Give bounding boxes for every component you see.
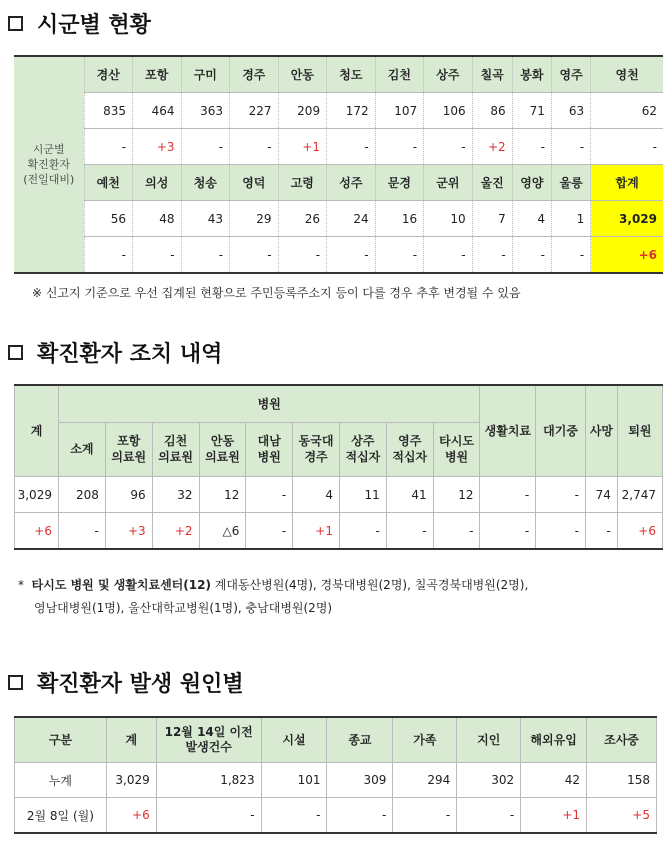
cell-change: - bbox=[339, 513, 386, 550]
table-row bbox=[15, 513, 663, 550]
city-total: 209 bbox=[278, 93, 327, 129]
table-row bbox=[15, 763, 657, 798]
cell-value: 32 bbox=[152, 477, 199, 513]
city-total: 172 bbox=[327, 93, 376, 129]
city-total: 71 bbox=[512, 93, 551, 129]
city-total: 10 bbox=[424, 201, 473, 237]
city-name: 예천 bbox=[84, 165, 133, 201]
col-header: 해외유입 bbox=[521, 717, 587, 763]
city-total: 86 bbox=[472, 93, 512, 129]
city-total: 4 bbox=[512, 201, 551, 237]
note-other-hospitals: * 타시도 병원 및 생활치료센터(12) 계대동산병원(4명), 경북대병원(2명), 칠곡경북대병원(2명), 영남대병원(1명), 울산대학교병원(1명), 충남대병원(2명) bbox=[18, 578, 529, 615]
table-row bbox=[15, 385, 663, 422]
city-name: 성주 bbox=[327, 165, 376, 201]
cell-value: 11 bbox=[339, 477, 386, 513]
table-row bbox=[15, 717, 657, 763]
cell-change: +1 bbox=[293, 513, 340, 550]
cell-value: 12 bbox=[433, 477, 480, 513]
col-header-sub: 동국대 경주 bbox=[293, 422, 340, 476]
city-total: 835 bbox=[84, 93, 133, 129]
cell-change: - bbox=[433, 513, 480, 550]
city-name: 경주 bbox=[230, 56, 279, 93]
cell-value: 74 bbox=[585, 477, 617, 513]
city-name: 울진 bbox=[472, 165, 512, 201]
city-name: 울릉 bbox=[551, 165, 590, 201]
city-total: 24 bbox=[327, 201, 376, 237]
col-header-hospital: 병원 bbox=[58, 385, 480, 422]
cell-value: 2,747 bbox=[617, 477, 662, 513]
city-total: 43 bbox=[181, 201, 230, 237]
city-name: 고령 bbox=[278, 165, 327, 201]
city-change: - bbox=[472, 237, 512, 274]
cell-change: - bbox=[457, 798, 521, 834]
city-name: 경산 bbox=[84, 56, 133, 93]
city-name: 안동 bbox=[278, 56, 327, 93]
measures-table bbox=[14, 384, 663, 550]
cell-value: 3,029 bbox=[106, 763, 156, 798]
cell-value: 3,029 bbox=[15, 477, 59, 513]
note-address: ※ 신고지 기준으로 우선 집계된 현황으로 주민등록주소지 등이 다를 경우 추후 변경될 수 있음 bbox=[32, 286, 521, 300]
col-header-sub: 포항 의료원 bbox=[105, 422, 152, 476]
city-status-table bbox=[14, 55, 663, 274]
city-change: - bbox=[512, 237, 551, 274]
side-label: 시군별 확진환자 (전일대비) bbox=[14, 56, 84, 273]
city-name: 의성 bbox=[133, 165, 182, 201]
col-header-sub: 김천 의료원 bbox=[152, 422, 199, 476]
col-header-sub: 영주 적십자 bbox=[386, 422, 433, 476]
city-change: - bbox=[424, 237, 473, 274]
city-total: 48 bbox=[133, 201, 182, 237]
city-name: 군위 bbox=[424, 165, 473, 201]
city-name: 문경 bbox=[375, 165, 424, 201]
city-change: - bbox=[424, 129, 473, 165]
table-row bbox=[15, 798, 657, 834]
cause-table bbox=[14, 716, 657, 834]
cell-change: - bbox=[393, 798, 457, 834]
cell-value: 101 bbox=[261, 763, 327, 798]
city-total: 26 bbox=[278, 201, 327, 237]
city-total: 1 bbox=[551, 201, 590, 237]
col-header-living-center: 생활치료 bbox=[480, 385, 536, 477]
cell-change: - bbox=[480, 513, 536, 550]
col-header: 시설 bbox=[261, 717, 327, 763]
city-total: 29 bbox=[230, 201, 279, 237]
table-row bbox=[15, 477, 663, 513]
city-change: - bbox=[133, 237, 182, 274]
cell-change: +3 bbox=[105, 513, 152, 550]
cell-value: 158 bbox=[587, 763, 657, 798]
city-change: - bbox=[278, 237, 327, 274]
cell-change: - bbox=[58, 513, 105, 550]
grand-total-change: +6 bbox=[591, 237, 663, 274]
table-row bbox=[14, 237, 663, 274]
col-header: 구분 bbox=[15, 717, 107, 763]
cell-value: 208 bbox=[58, 477, 105, 513]
city-name: 구미 bbox=[181, 56, 230, 93]
city-total: 63 bbox=[551, 93, 590, 129]
cell-change: +1 bbox=[521, 798, 587, 834]
checkbox-square-icon bbox=[8, 345, 23, 360]
col-header-sub: 안동 의료원 bbox=[199, 422, 246, 476]
cell-value: 294 bbox=[393, 763, 457, 798]
cell-change: - bbox=[386, 513, 433, 550]
cell-value: - bbox=[480, 477, 536, 513]
col-header-sub: 타시도 병원 bbox=[433, 422, 480, 476]
section-title-causes: 확진환자 발생 원인별 bbox=[8, 667, 244, 698]
cell-value: 4 bbox=[293, 477, 340, 513]
col-header: 12월 14일 이전 발생건수 bbox=[156, 717, 261, 763]
city-change: - bbox=[230, 237, 279, 274]
cell-value: 302 bbox=[457, 763, 521, 798]
col-header: 종교 bbox=[327, 717, 393, 763]
cell-change: - bbox=[261, 798, 327, 834]
city-name: 김천 bbox=[375, 56, 424, 93]
cell-change: △6 bbox=[199, 513, 246, 550]
cell-value: 1,823 bbox=[156, 763, 261, 798]
cell-change: - bbox=[327, 798, 393, 834]
city-change: - bbox=[512, 129, 551, 165]
city-change: +2 bbox=[472, 129, 512, 165]
col-header-waiting: 대기중 bbox=[536, 385, 586, 477]
city-change: +3 bbox=[133, 129, 182, 165]
city-change: - bbox=[591, 129, 663, 165]
col-header-sub: 소계 bbox=[58, 422, 105, 476]
cell-change: - bbox=[246, 513, 293, 550]
cell-change: - bbox=[156, 798, 261, 834]
city-name: 봉화 bbox=[512, 56, 551, 93]
city-name: 영양 bbox=[512, 165, 551, 201]
city-change: - bbox=[375, 237, 424, 274]
cell-value: - bbox=[246, 477, 293, 513]
city-total: 7 bbox=[472, 201, 512, 237]
city-change: - bbox=[551, 129, 590, 165]
city-total: 106 bbox=[424, 93, 473, 129]
city-total: 227 bbox=[230, 93, 279, 129]
table-row bbox=[14, 165, 663, 201]
cell-change: +2 bbox=[152, 513, 199, 550]
cell-change: +6 bbox=[15, 513, 59, 550]
cell-value: 309 bbox=[327, 763, 393, 798]
city-total: 16 bbox=[375, 201, 424, 237]
city-change: - bbox=[327, 129, 376, 165]
cell-change: +6 bbox=[106, 798, 156, 834]
section-title-city: 시군별 현황 bbox=[8, 8, 151, 39]
cell-value: 42 bbox=[521, 763, 587, 798]
city-change: - bbox=[327, 237, 376, 274]
city-change: - bbox=[181, 129, 230, 165]
cell-value: 12 bbox=[199, 477, 246, 513]
city-name: 영주 bbox=[551, 56, 590, 93]
city-total: 107 bbox=[375, 93, 424, 129]
city-name: 상주 bbox=[424, 56, 473, 93]
city-name: 칠곡 bbox=[472, 56, 512, 93]
city-change: - bbox=[230, 129, 279, 165]
city-change: - bbox=[181, 237, 230, 274]
cell-change: - bbox=[585, 513, 617, 550]
city-name: 영덕 bbox=[230, 165, 279, 201]
cell-change: - bbox=[536, 513, 586, 550]
city-total: 62 bbox=[591, 93, 663, 129]
col-header: 조사중 bbox=[587, 717, 657, 763]
col-header-sub: 대남 병원 bbox=[246, 422, 293, 476]
col-header-discharge: 퇴원 bbox=[617, 385, 662, 477]
cell-value: - bbox=[536, 477, 586, 513]
col-header: 계 bbox=[106, 717, 156, 763]
section-title-measures: 확진환자 조치 내역 bbox=[8, 337, 222, 368]
city-change: - bbox=[551, 237, 590, 274]
table-row bbox=[14, 93, 663, 129]
checkbox-square-icon bbox=[8, 16, 23, 31]
table-row bbox=[14, 56, 663, 93]
city-change: - bbox=[375, 129, 424, 165]
city-total: 363 bbox=[181, 93, 230, 129]
cell-change: +6 bbox=[617, 513, 662, 550]
cell-value: 41 bbox=[386, 477, 433, 513]
row-label: 2월 8일 (월) bbox=[15, 798, 107, 834]
city-change: - bbox=[84, 237, 133, 274]
cell-value: 96 bbox=[105, 477, 152, 513]
city-name: 포항 bbox=[133, 56, 182, 93]
col-header: 가족 bbox=[393, 717, 457, 763]
city-total: 56 bbox=[84, 201, 133, 237]
city-name: 영천 bbox=[591, 56, 663, 93]
city-name: 청도 bbox=[327, 56, 376, 93]
col-header: 지인 bbox=[457, 717, 521, 763]
col-header-death: 사망 bbox=[585, 385, 617, 477]
checkbox-square-icon bbox=[8, 675, 23, 690]
cell-change: +5 bbox=[587, 798, 657, 834]
col-header-sub: 상주 적십자 bbox=[339, 422, 386, 476]
city-total: 464 bbox=[133, 93, 182, 129]
city-change: +1 bbox=[278, 129, 327, 165]
row-label: 누계 bbox=[15, 763, 107, 798]
col-header-total: 계 bbox=[15, 385, 59, 477]
table-row bbox=[14, 129, 663, 165]
table-row bbox=[14, 201, 663, 237]
city-name: 청송 bbox=[181, 165, 230, 201]
city-change: - bbox=[84, 129, 133, 165]
grand-total-label: 합계 bbox=[591, 165, 663, 201]
grand-total-value: 3,029 bbox=[591, 201, 663, 237]
